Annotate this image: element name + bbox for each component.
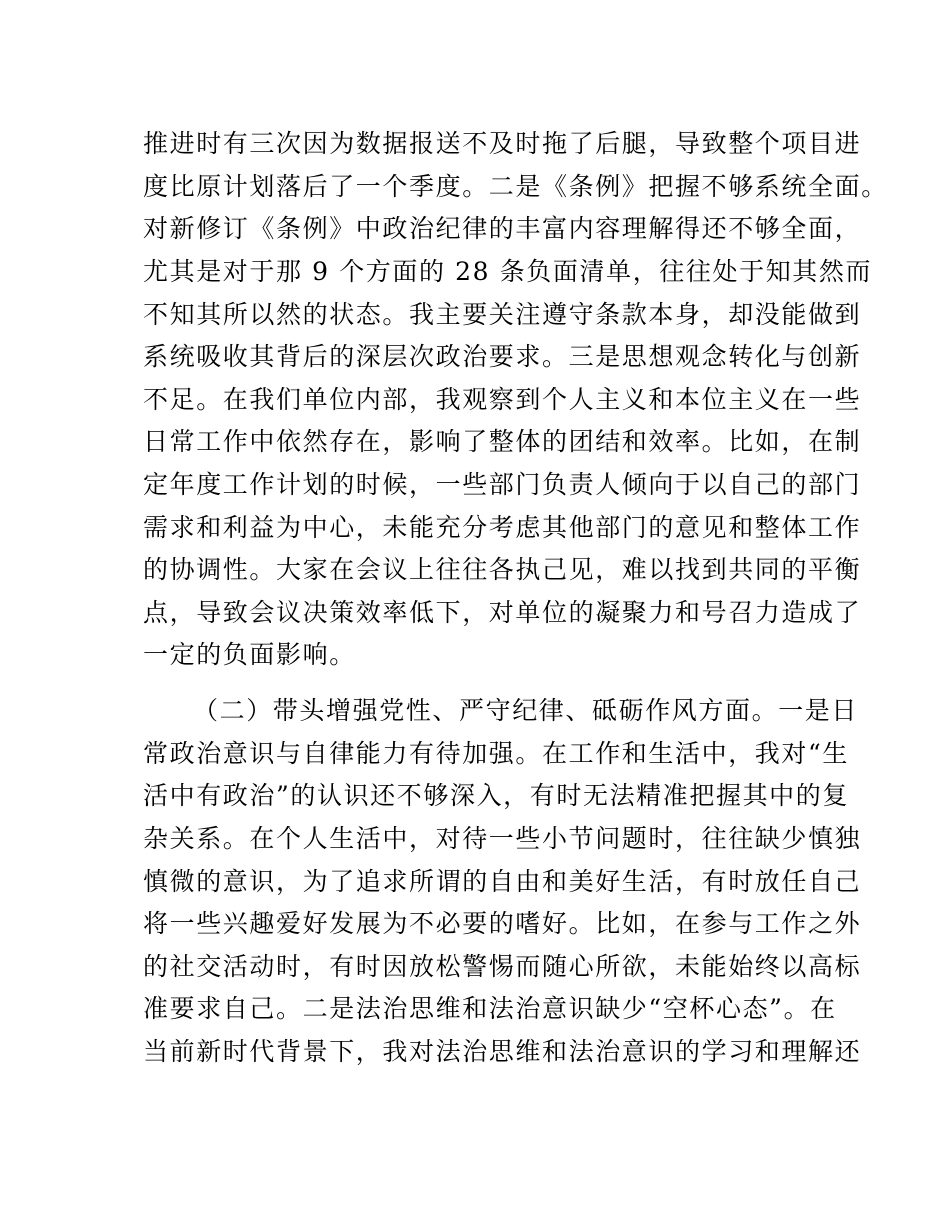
text-line: 推进时有三次因为数据报送不及时拖了后腿，导致整个项目进 — [143, 129, 862, 158]
section-heading-line: （二）带头增强党性、严守纪律、砥砺作风方面。一是日 — [193, 696, 859, 725]
text-line: 活中有政治”的认识还不够深入，有时无法精准把握其中的复 — [143, 781, 849, 810]
text-line: 对新修订《条例》中政治纪律的丰富内容理解得还不够全面， — [143, 214, 862, 243]
text-line: 需求和利益为中心，未能充分考虑其他部门的意见和整体工作 — [143, 513, 862, 542]
text-line: 常政治意识与自律能力有待加强。在工作和生活中，我对“生 — [143, 739, 849, 768]
text-line: 将一些兴趣爱好发展为不必要的嗜好。比如，在参与工作之外 — [143, 909, 862, 938]
text-line: 点，导致会议决策效率低下，对单位的凝聚力和号召力造成了 — [143, 598, 862, 627]
text-line: 的社交活动时，有时因放松警惕而随心所欲，未能始终以高标 — [143, 952, 862, 981]
text-line: 准要求自己。二是法治思维和法治意识缺少“空杯心态”。在 — [143, 994, 837, 1023]
text-line: 一定的负面影响。 — [143, 640, 356, 669]
text-line: 的协调性。大家在会议上往往各执己见，难以找到共同的平衡 — [143, 555, 862, 584]
text-line: 系统吸收其背后的深层次政治要求。三是思想观念转化与创新 — [143, 342, 862, 371]
text-line: 慎微的意识，为了追求所谓的自由和美好生活，有时放任自己 — [143, 867, 862, 896]
text-line: 不足。在我们单位内部，我观察到个人主义和本位主义在一些 — [143, 385, 862, 414]
text-line: 不知其所以然的状态。我主要关注遵守条款本身，却没能做到 — [143, 300, 862, 329]
text-line: 日常工作中依然存在，影响了整体的团结和效率。比如，在制 — [143, 427, 862, 456]
text-line: 度比原计划落后了一个季度。二是《条例》把握不够系统全面。 — [143, 172, 888, 201]
text-line: 杂关系。在个人生活中，对待一些小节问题时，往往缺少慎独 — [143, 824, 862, 853]
text-line: 当前新时代背景下，我对法治思维和法治意识的学习和理解还 — [143, 1037, 862, 1066]
text-line: 尤其是对于那 9 个方面的 28 条负面清单，往往处于知其然而 — [143, 257, 873, 286]
text-line: 定年度工作计划的时候，一些部门负责人倾向于以自己的部门 — [143, 470, 862, 499]
